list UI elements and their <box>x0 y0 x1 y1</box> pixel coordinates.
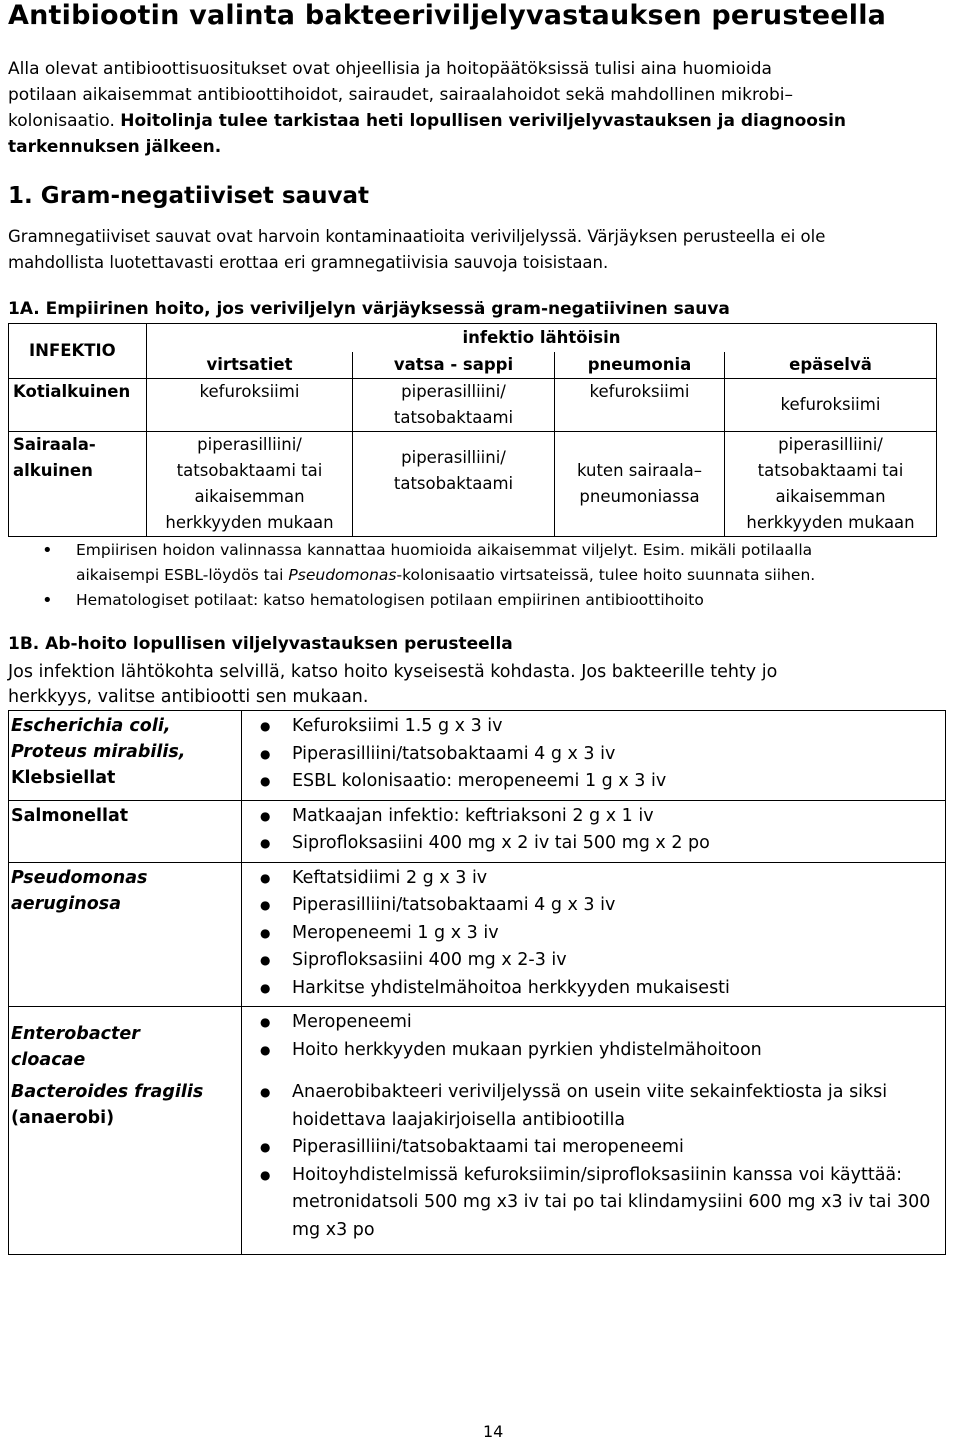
list-item: ● Siprofloksasiini 400 mg x 2-3 iv <box>242 947 945 975</box>
regimen-cell <box>242 800 946 862</box>
list-item: • Hematologiset potilaat: katso hematologisen potilaan empiirinen antibioottihoito <box>8 588 956 613</box>
intro-emphasis: Hoitolinja tulee tarkistaa heti lopullisen veriviljelyvastauksen ja diagnoosin <box>120 111 847 131</box>
section-paragraph <box>8 660 956 710</box>
table-row <box>9 432 937 537</box>
regimen-cell <box>242 1077 946 1255</box>
table-row <box>9 711 946 801</box>
list-item: ● Anaerobibakteeri veriviljelyssä on usein viite sekainfektiosta ja siksi hoidettava laajakirjoisella antibiootilla <box>242 1079 945 1134</box>
table-row <box>9 352 937 379</box>
table-cell: kefuroksiimi <box>725 379 937 432</box>
subsection-heading-targeted: 1B. Ab-hoito lopullisen viljelyvastauksen perusteella <box>8 634 513 654</box>
column-header: virtsatiet <box>147 352 353 379</box>
table-row <box>9 324 937 353</box>
paragraph-line: herkkyys, valitse antibiootti sen mukaan. <box>8 687 369 707</box>
table-cell: piperasilliini/ tatsobaktaami tai aikaisemman herkkyyden mukaan <box>147 432 353 537</box>
table-cell: piperasilliini/ tatsobaktaami tai aikaisemman herkkyyden mukaan <box>725 432 937 537</box>
list-item: ● Siprofloksasiini 400 mg x 2 iv tai 500 mg x 2 po <box>242 830 945 858</box>
intro-line: potilaan aikaisemmat antibioottihoidot, sairaudet, sairaalahoidot sekä mahdollinen mikrobi– <box>8 85 793 105</box>
table-row <box>9 862 946 1007</box>
intro-emphasis: tarkennuksen jälkeen. <box>8 137 222 157</box>
section-heading-gram-negative: 1. Gram-negatiiviset sauvat <box>8 183 369 209</box>
bacteria-treatment-table <box>8 710 946 1255</box>
list-item: • Empiirisen hoidon valinnassa kannattaa huomioida aikaisemmat viljelyt. Esim. mikäli potilaalla aikaisempi ESBL-löydös tai Pseudomonas-kolonisaatio virtsateissä, tulee hoito suunnata siihen. <box>8 538 956 588</box>
intro-paragraph <box>8 56 948 160</box>
organism-cell: Bacteroides fragilis (anaerobi) <box>9 1077 242 1255</box>
list-item: ● Piperasilliini/tatsobaktaami tai meropeneemi <box>242 1134 945 1162</box>
regimen-cell <box>242 711 946 801</box>
organism-cell: Salmonellat <box>9 800 242 862</box>
list-item: ● Harkitse yhdistelmähoitoa herkkyyden mukaisesti <box>242 975 945 1003</box>
subsection-heading-empiric: 1A. Empiirinen hoito, jos veriviljelyn värjäyksessä gram-negatiivinen sauva <box>8 299 730 319</box>
list-item: ● Piperasilliini/tatsobaktaami 4 g x 3 iv <box>242 892 945 920</box>
intro-line: Alla olevat antibioottisuositukset ovat ohjeellisia ja hoitopäätöksissä tulisi aina huomioida <box>8 59 772 79</box>
table-cell: kuten sairaala– pneumoniassa <box>555 432 725 537</box>
table-row <box>9 800 946 862</box>
table-row <box>9 1007 946 1078</box>
empiric-treatment-table <box>8 323 937 537</box>
list-item: ● Meropeneemi 1 g x 3 iv <box>242 920 945 948</box>
corner-header: INFEKTIO <box>9 324 147 379</box>
paragraph-line: mahdollista luotettavasti erottaa eri gramnegatiivisia sauvoja toisistaan. <box>8 253 609 272</box>
column-header: epäselvä <box>725 352 937 379</box>
list-item: ● Kefuroksiimi 1.5 g x 3 iv <box>242 713 945 741</box>
regimen-cell <box>242 1007 946 1078</box>
row-label: Sairaala- alkuinen <box>9 432 147 537</box>
table-cell: piperasilliini/ tatsobaktaami <box>353 432 555 537</box>
list-item: ● Matkaajan infektio: keftriaksoni 2 g x 1 iv <box>242 803 945 831</box>
list-item: ● Keftatsidiimi 2 g x 3 iv <box>242 865 945 893</box>
list-item: ● Piperasilliini/tatsobaktaami 4 g x 3 iv <box>242 741 945 769</box>
column-header: vatsa - sappi <box>353 352 555 379</box>
group-header: infektio lähtöisin <box>147 324 937 353</box>
organism-cell: Pseudomonas aeruginosa <box>9 862 242 1007</box>
table-cell: kefuroksiimi <box>147 379 353 432</box>
regimen-cell <box>242 862 946 1007</box>
list-item: ● Hoito herkkyyden mukaan pyrkien yhdistelmähoitoon <box>242 1037 945 1065</box>
table-cell: kefuroksiimi <box>555 379 725 432</box>
list-item: ● Hoitoyhdistelmissä kefuroksiimin/siprofloksasiinin kanssa voi käyttää: metronidatsoli 500 mg x3 iv tai po tai klindamysiini 600 mg x3 iv tai 300 mg x3 po <box>242 1162 945 1245</box>
empiric-notes-list <box>8 538 956 613</box>
intro-line <box>8 134 948 160</box>
page-number: 14 <box>483 1422 504 1441</box>
row-label: Kotialkuinen <box>9 379 147 432</box>
organism-cell: Enterobacter cloacae <box>9 1007 242 1078</box>
table-row <box>9 379 937 432</box>
section-paragraph <box>8 224 956 276</box>
table-row <box>9 1077 946 1255</box>
list-item: ● Meropeneemi <box>242 1009 945 1037</box>
table-cell: piperasilliini/ tatsobaktaami <box>353 379 555 432</box>
list-item: ● ESBL kolonisaatio: meropeneemi 1 g x 3 iv <box>242 768 945 796</box>
column-header: pneumonia <box>555 352 725 379</box>
paragraph-line: Gramnegatiiviset sauvat ovat harvoin kontaminaatioita veriviljelyssä. Värjäyksen perusteella ei ole <box>8 227 826 246</box>
document-title: Antibiootin valinta bakteeriviljelyvastauksen perusteella <box>8 0 887 31</box>
organism-name: Pseudomonas <box>288 566 397 584</box>
organism-cell: Escherichia coli, Proteus mirabilis, Klebsiellat <box>9 711 242 801</box>
paragraph-line: Jos infektion lähtökohta selvillä, katso hoito kyseisestä kohdasta. Jos bakteerille tehty jo <box>8 662 778 682</box>
intro-line: kolonisaatio. Hoitolinja tulee tarkistaa heti lopullisen veriviljelyvastauksen ja diagnoosin <box>8 111 847 131</box>
